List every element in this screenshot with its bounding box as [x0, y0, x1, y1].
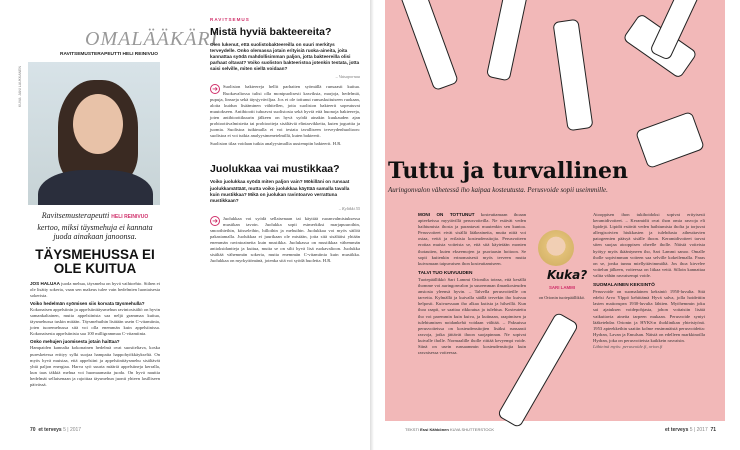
middle-column	[210, 17, 360, 265]
footer-right	[665, 427, 716, 433]
article-title: Juolukkaa vai mustikkaa?	[210, 163, 340, 176]
lead-post: kertoo, miksi täysmehuja ei kannata juoda ainakaan janoonsa.	[37, 222, 153, 241]
tube-illustration	[486, 0, 528, 82]
section-kicker: OMALÄÄKÄRI	[85, 28, 219, 50]
reader-question: Voiko juolukkaa syödä miten paljon vain? Mökilläni on runsaat juolukkamättäät, mutta voiko juolukkaa käyttää samalla tavalla kuin mustikkaa? Mikä on juolukan ravintoarvo verrattuna mustikkaan?	[210, 179, 350, 203]
page-number: 71	[710, 427, 717, 433]
paragraph: Perusvoide on suomalainen keksintö 1950-luvulta. Sitä edelsi Arvo Ylppö kehittämä Hyvä salva, jolla hoidettiin lasten maitorupea 1930-luvulta lähtien. Myöhemmin joku sai ajatuksen voidepohjasta, johon voitaisiin lisätä vaikuttavia aineita tarpeen mukaan. Perusvoide syntyi lääketehdas Orionin ja HYKS:n ihoklinikan yhteistyönä. 1953 apteekkeihin saatiin kolme ensimmäistä perusvoidetta: Hydran, Lavan ja Emulsan. Näistä on edelleen markkinoilla Hydran, joka on perusvoiteista kaikkein rasvaisin.	[593, 289, 705, 343]
credit-label: TEKSTI	[405, 427, 420, 432]
lead-pre: Ravitsemusterapeutti	[41, 211, 110, 220]
page-number: 70	[30, 427, 36, 433]
credits	[405, 427, 494, 433]
magazine-name: et terveys	[38, 427, 62, 433]
paragraph: juoda mehua, täysmehu on hyvä vaihtoehto. Siihen ei ole lisätty sokeria, vaan sen makeus tulee vain hedelmien luontaisesta sokerista.	[30, 280, 160, 298]
person-role: on Orionin tuotepäällikkö.	[538, 295, 586, 300]
kuka-label: Kuka?	[547, 268, 588, 282]
drop-lead: JOS HALUAA	[30, 280, 60, 286]
article-title: Mistä hyviä bakteereita?	[210, 26, 332, 38]
paragraph: Atooppisen ihon tukihoidoksi sopivat erityisesti keramidivoiteet. – Keramidit ovat ihon omia rasvoja eli lipidejä. Lipidit estävät veden haihtumista iholta ja torjuvat allergisoivien hiukkasten ja tulehdusta aiheuttavien patogeenien pääsyä sisälle ihoon. Keramidivoiteet tarvat siten suojaa atooppisen oheelle iholle. Näistä voiteista hyötyy myös ikääntyneen iho, Sari Lammi sanoo. Omalle iholle sopivimman voiteen saa selville kokeilemalla. Paras on se, jonka tunnu miellyttävimmältä. Jos ihoa kirvelee voitelun jälkeen, voiteessa on liikaa vettä. Silloin kannattaa valita vähän rasvaisempi voide.	[593, 212, 705, 278]
jar-illustration	[635, 111, 705, 169]
subheading: TALVI TUO KUIVUUDEN	[418, 270, 473, 276]
paragraph: Hampaiden kannalta kokonainen hedelmä ovat suositeltava, koska puresketessa erittyy sylki suojaa hampaita happohyökkäykseltä. On myös hyvä muistaa, että appelsiini ja appelsiinitäysmehu sisältävät yhtä paljon energiaa. Harva syö suuria määriä appelsiineja kerralla, kun taas täkkiä mehua voi huomaamatta juoda. On hyvä nauttia hedelmät sellaisenaan ja rajoittaa täysmehun juonti yhteen lasilliseen päivässä.	[30, 345, 160, 387]
left-article	[30, 211, 160, 388]
credit-name: Essi Kähkönen	[420, 427, 449, 432]
lead-name: HELI REINIVUO	[111, 214, 149, 220]
article-body-2	[593, 212, 705, 350]
footer-left	[30, 427, 81, 433]
lead-text: Auringonvalon vähetessä iho kaipaa kosteutusta. Perusvoide sopii useimmille.	[388, 186, 608, 194]
article-body	[30, 281, 160, 389]
arrow-icon: ➜	[210, 216, 220, 226]
arrow-icon: ➜	[210, 84, 220, 94]
issue: 5 | 2017	[689, 427, 708, 433]
tube-illustration	[552, 19, 593, 132]
tube-illustration	[397, 0, 459, 91]
reader-question: Olen lukenut, että suolistobakteereilla on suuri merkitys terveydelle. Onko olemassa jotain erityisiä ruoka-aineita, joita kannattaa syödä mahdollisimman paljon, jotta bakteereilla olisi parhaat oltavat? Voiko suoliston bakteeristoa jotenkin testata, jotta saisi selville, miten siellä voidaan?	[210, 42, 360, 72]
drop-lead: MONI ON TOTTUNUT	[418, 212, 475, 217]
question: Voiko hedelmän syömisen siis korvata täysmehulla?	[30, 300, 145, 306]
spine	[370, 0, 374, 450]
article-body	[418, 212, 526, 356]
credit-image: KUVA SHUTTERSTOCK	[449, 427, 495, 432]
signature: – Vatsapornaa	[335, 74, 360, 80]
lead-text	[30, 211, 160, 242]
answer-text: Juolukkaa voi syödä sellaisenaan tai käyttää ruoanvalmistuksessa mustikan tavoin. Juolukka sopii esimerkiksi marjapuuroihin, smoothieihin, kiisseleihin, hilloihin ja mehuihin. Juolukkaa voi myös säilöä pakastamalla. Juolukkaa ei juurikaan ole mistään, jotta sitä sisältäisi yhtään enemmän ravintoaineita kuin mustikka. Juolukassa on mustikkaa vähemmän antioksidantteja ja kuitua, mutta se on silti hyvä lisä ruokavalioon. Juolukka sisältää vähemmän sokeria, mutta enemmän C-vitamiinia kuin mustikka. Juolukkaa on myrkyttömänä, jotenka sitä voi syödä huoletta. H.R.	[210, 215, 360, 264]
subheading: SUOMALAINEN KEKSINTÖ	[593, 283, 655, 289]
paragraph: Tuotepäällikkö Sari Lammi Orionilta toteaa, että kesällä ihomme voi auringonvalon ja suuremman ilmankosteuden ansiosta yleensä hyvin. – Talvella perusvoiteille on tarvetta. Kylmällä ja kuivalla säällä tervekin iho kuivuu helposti. Kuivuessaan iho alkaa kutista ja hilseillä. Kun ihoa raapii, se saattaa rikkoutua ja tulehtua. Kosteutettu iho voi paremmin kuin kuiva, ja kutinaan, raapimisen ja tulehtumisen noidankehä voidaan välttää. – Paksuissa perusvoiteissa on kosteudensitojien lisäksi runsaasti rasvoja, jotka jättävät ihoon suojapinnan. Ne sopivat kuivalle iholle. Normaalille iholle riittää kevyempi voide. Siinä on usein runsaammin kosteudensitojia kuin rasvaisessa voiteessa.	[418, 276, 526, 356]
answer-end: Suoliston tilaa voidaan tutkia analyysimallia uusiempiin bakteerit. H.R.	[210, 141, 342, 147]
portrait-photo	[28, 62, 160, 205]
paragraph: Kokonaisen appelsiinin ja appelsiinitäysmehun ravintosisältö on hyvin samankaltainen, mutta appelsiinista saa neljä grammaa kuitua, täysmehussa tuskin mitään. Täysmehuihin lisätään usein C-vitamiinia, joten tuoremehussa sitä voi olla enemmän kuin appelsiinissa. Kokonaisesta appelsiinista saa 100 milligrammaa C-vitamiinia.	[30, 306, 160, 337]
article-title: Tuttu ja turvallinen	[388, 158, 629, 184]
rubric: RAVITSEMUS	[210, 17, 250, 22]
headline: TÄYSMEHUSSA EI OLE KUITUA	[35, 246, 155, 276]
photo-credit: KUVA: JANI LAUKKANEN	[18, 66, 22, 107]
magazine-name: et terveys	[665, 427, 689, 433]
kicker-subtitle: RAVITSEMUSTERAPEUTTI HELI REINIVUO	[60, 52, 158, 57]
pink-background	[385, 0, 725, 421]
answer	[210, 216, 360, 265]
portrait-photo	[538, 230, 574, 266]
signature: – Kyläkki 55	[338, 205, 360, 211]
answer-text: Suoliston bakteereja hellit parhaiten syömällä runsaasti kuitua. Ruokavaliossa tulisi olla monipuolisesti kasviksia, marjoja, hedelmiä, pupuja, linsseja sekä täysjyväviljaa. Jos et ole tottunut runsaskuituiseen ruokaan, aloita kuidun lisääminen vähitellen, jotta suoliston bakteerit sopeutuvat muutokseen. Antibiootit tuhoavat suolistosta sekä hyviä että huonoja bakteereja, joten antibioottikuurin jälkeen on hyvä syödä ainakin kuukauden ajan probioottivalmistetta tai probiootteja sisältäviä elintarvikkeita, kuten jogurttia ja juomia. Suolistoa tutkimalla ei voi testata tavalliseen terveydenhuoltoon: suolistoa ei voi tutkia analyysimenetelmillä, kuten bakteerit.	[210, 84, 360, 139]
answer	[210, 84, 360, 139]
sources: Lähteinä myös: perusvoide.fi, orion.fi	[593, 343, 663, 349]
issue: 5 | 2017	[63, 427, 82, 433]
person-name: SARI LAMMI	[548, 285, 576, 290]
question: Onko mehujen juomisesta jotain haittaa?	[30, 339, 120, 345]
paragraph: kosteuttamaan ihoaan apteekeissa myytävillä perusvoiteilla. Ne estävät veden haihtumista ihosta ja parantavat muutenkin sen kuntoa. Perusvoiteet eivät sisällä lääkeaineita, mutta niitä voi ostaa, vettä ja erilaisia kosteudensitojia. Perusvoiteen erottaa muista voiteista se, että sitä käytetään monien ihotautien, kuten ekseemojen ja psoriaasin hoitoon. Se sopii kuitenkin erinomaisesti myös terveen mutta kuivumaan taipuvaisen ihon kosteuttamiseen.	[418, 212, 527, 266]
